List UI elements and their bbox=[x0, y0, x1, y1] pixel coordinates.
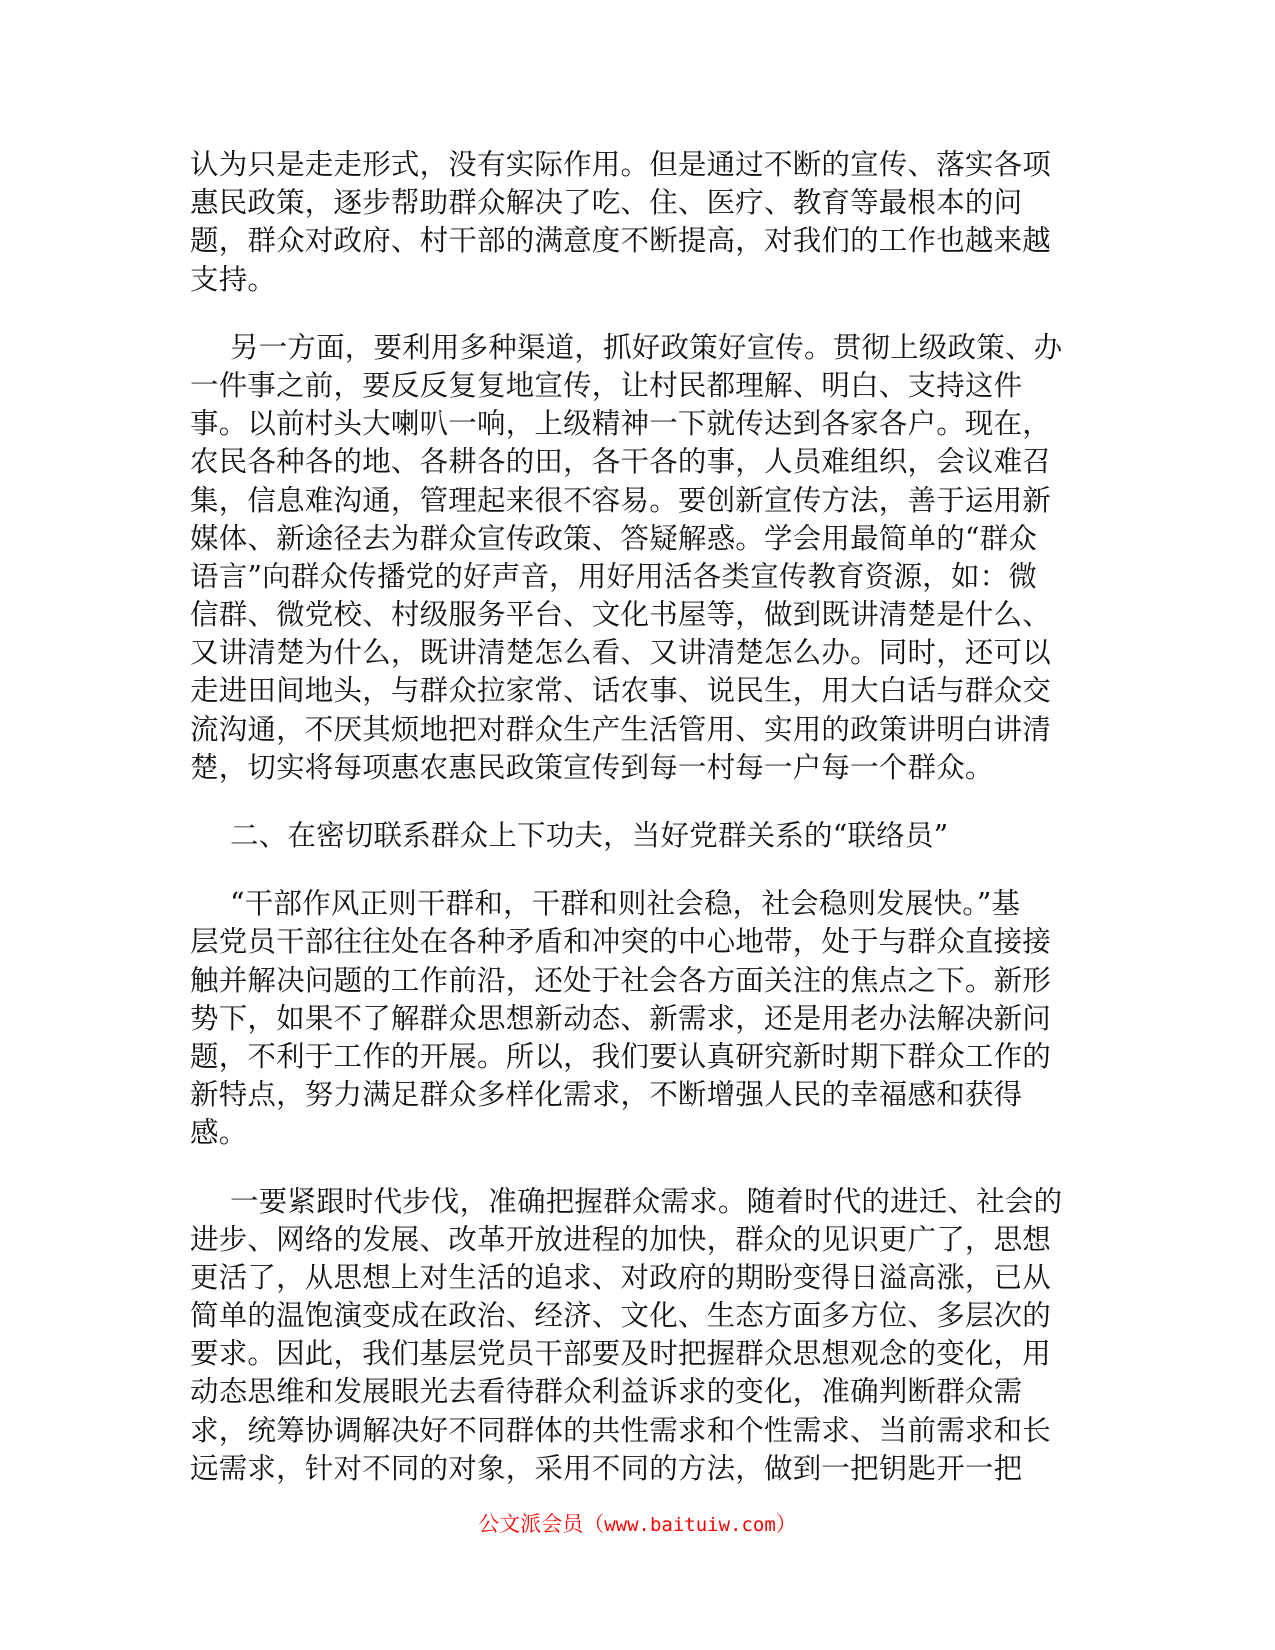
text-line: 更活了，从思想上对生活的追求、对政府的期盼变得日溢高涨，已从 bbox=[190, 1260, 1052, 1294]
text-line: 认为只是走走形式，没有实际作用。但是通过不断的宣传、落实各项 bbox=[190, 148, 1052, 181]
text-line: 楚，切实将每项惠农惠民政策宣传到每一村每一户每一个群众。 bbox=[190, 750, 994, 784]
text-line: 惠民政策，逐步帮助群众解决了吃、住、医疗、教育等最根本的问 bbox=[190, 186, 1023, 220]
text-line: 远需求，针对不同的对象，采用不同的方法，做到一把钥匙开一把 bbox=[190, 1451, 1023, 1485]
footer-paren-close: ） bbox=[775, 1512, 797, 1536]
text-line: 一要紧跟时代步伐，准确把握群众需求。随着时代的进迁、社会的 bbox=[230, 1184, 1063, 1218]
text-line: 简单的温饱演变成在政治、经济、文化、生态方面多方位、多层次的 bbox=[190, 1299, 1052, 1333]
text-line: 新特点，努力满足群众多样化需求，不断增强人民的幸福感和获得 bbox=[190, 1078, 1023, 1112]
text-line: 题，群众对政府、村干部的满意度不断提高，对我们的工作也越来越 bbox=[190, 224, 1052, 258]
text-line: 信群、微党校、村级服务平台、文化书屋等，做到既讲清楚是什么、 bbox=[190, 598, 1052, 632]
text-line: 支持。 bbox=[190, 262, 277, 296]
text-line: “干部作风正则干群和，干群和则社会稳，社会稳则发展快。”基 bbox=[230, 887, 1021, 921]
text-line: 媒体、新途径去为群众宣传政策、答疑解惑。学会用最简单的“群众 bbox=[190, 521, 1038, 555]
text-line: 一件事之前，要反反复复地宣传，让村民都理解、明白、支持这件 bbox=[190, 368, 1023, 402]
text-line: 事。以前村头大喇叭一响，上级精神一下就传达到各家各户。现在， bbox=[190, 407, 1052, 441]
text-line: 求，统筹协调解决好不同群体的共性需求和个性需求、当前需求和长 bbox=[190, 1413, 1052, 1447]
text-line: 农民各种各的地、各耕各的田，各干各的事，人员难组织，会议难召 bbox=[190, 445, 1052, 479]
text-line: 动态思维和发展眼光去看待群众利益诉求的变化，准确判断群众需 bbox=[190, 1375, 1023, 1409]
text-line: 触并解决问题的工作前沿，还处于社会各方面关注的焦点之下。新形 bbox=[190, 963, 1052, 997]
text-line: 集，信息难沟通，管理起来很不容易。要创新宣传方法，善于运用新 bbox=[190, 483, 1052, 517]
text-line: 又讲清楚为什么，既讲清楚怎么看、又讲清楚怎么办。同时，还可以 bbox=[190, 636, 1052, 670]
footer-watermark bbox=[0, 1510, 1275, 1539]
text-line: 势下，如果不了解群众思想新动态、新需求，还是用老办法解决新问 bbox=[190, 1001, 1052, 1035]
paragraph bbox=[190, 1183, 1080, 1489]
footer-label: 公文派会员 bbox=[478, 1512, 584, 1536]
document-body bbox=[190, 146, 1080, 1488]
text-line: 另一方面，要利用多种渠道，抓好政策好宣传。贯彻上级政策、办 bbox=[230, 330, 1063, 364]
text-line: 题，不利于工作的开展。所以，我们要认真研究新时期下群众工作的 bbox=[190, 1039, 1052, 1073]
section-heading bbox=[190, 817, 1080, 855]
text-line: 进步、网络的发展、改革开放进程的加快，群众的见识更广了，思想 bbox=[190, 1222, 1052, 1256]
paragraph bbox=[190, 146, 1080, 299]
text-line: 语言”向群众传播党的好声音，用好用活各类宣传教育资源，如：微 bbox=[190, 559, 1038, 593]
text-line: 流沟通，不厌其烦地把对群众生产生活管用、实用的政策讲明白讲清 bbox=[190, 712, 1052, 746]
text-line: 走进田间地头，与群众拉家常、话农事、说民生，用大白话与群众交 bbox=[190, 674, 1052, 708]
text-line: 感。 bbox=[190, 1116, 248, 1150]
text-line: 二、在密切联系群众上下功夫，当好党群关系的“联络员” bbox=[230, 819, 949, 852]
footer-url[interactable]: www.baituiw.com bbox=[604, 1514, 776, 1536]
paragraph bbox=[190, 329, 1080, 787]
text-line: 要求。因此，我们基层党员干部要及时把握群众思想观念的变化，用 bbox=[190, 1337, 1052, 1371]
text-line: 层党员干部往往处在各种矛盾和冲突的中心地带，处于与群众直接接 bbox=[190, 925, 1052, 959]
paragraph bbox=[190, 885, 1080, 1152]
footer-paren-open: （ bbox=[583, 1512, 605, 1536]
